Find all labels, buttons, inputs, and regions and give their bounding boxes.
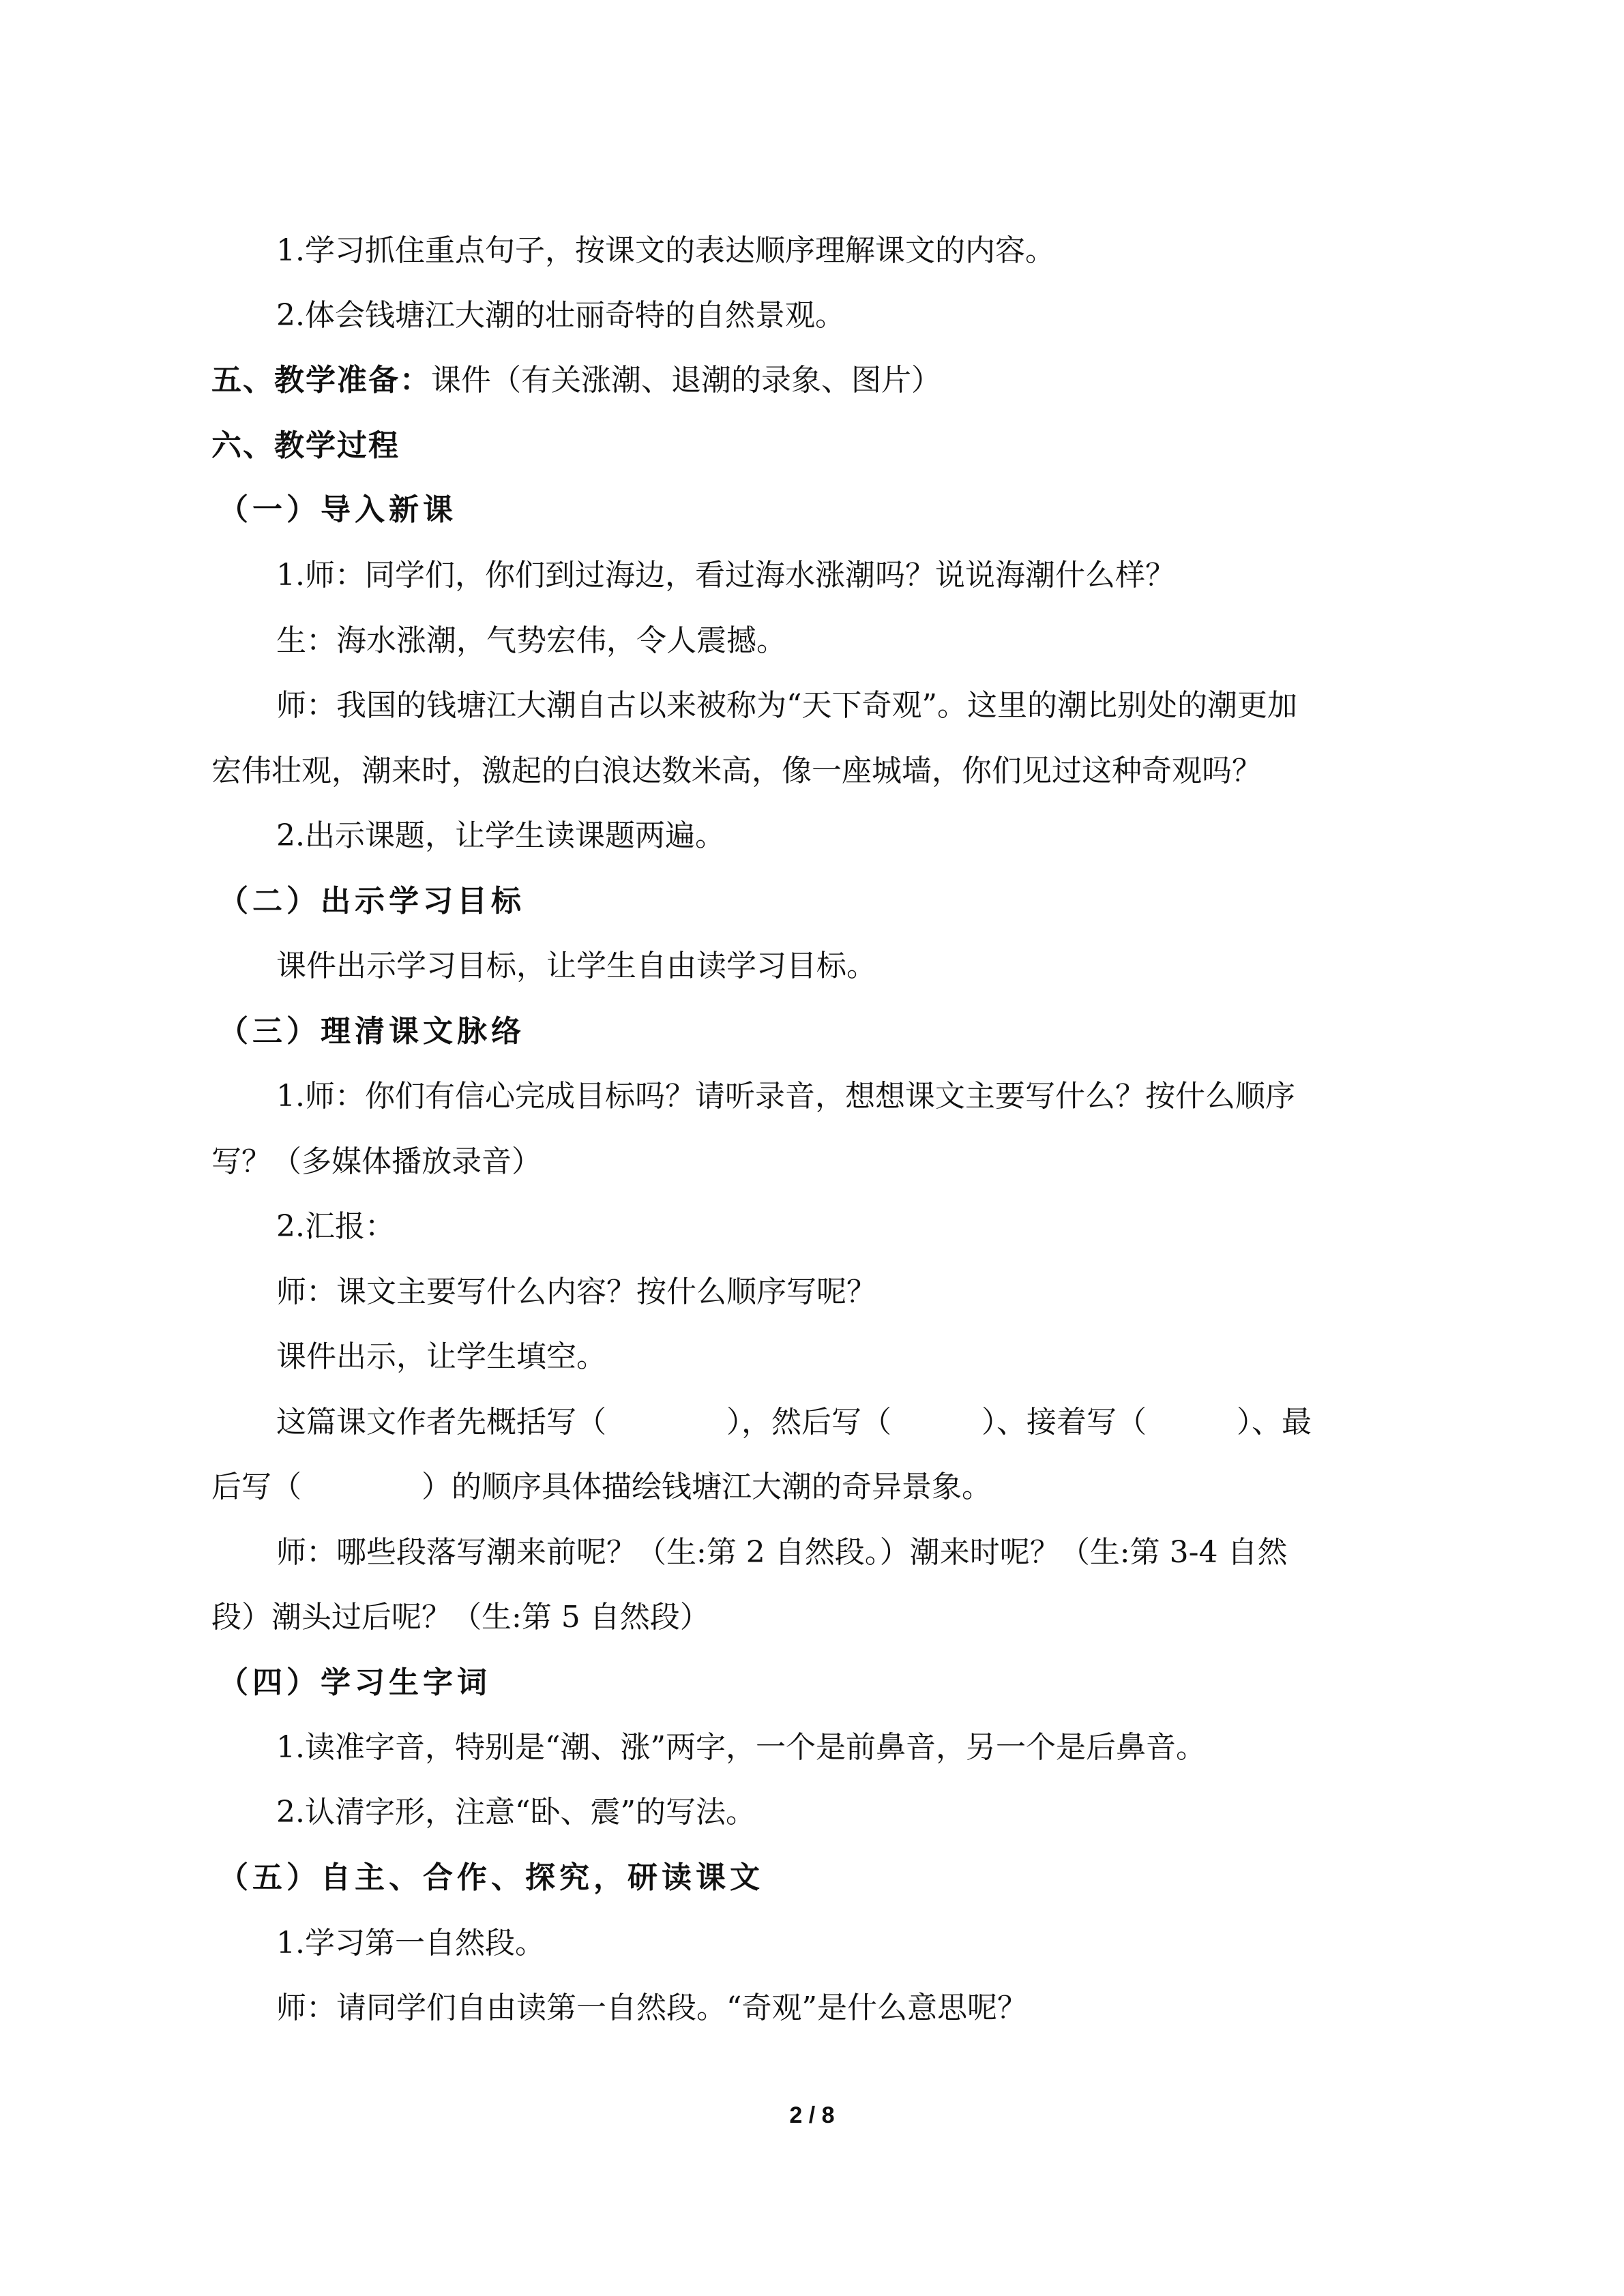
paragraph: 师：课文主要写什么内容？按什么顺序写呢？ (276, 1274, 876, 1309)
paragraph: 2.认清字形，注意“卧、震”的写法。 (276, 1795, 756, 1830)
section-heading-process: 六、教学过程 (211, 428, 400, 463)
section-heading-preparation-title: 五、教学准备： (211, 363, 431, 398)
paragraph: 1.学习第一自然段。 (276, 1926, 545, 1960)
fill-in-blank-continuation: 后写（ ）的顺序具体描绘钱塘江大潮的奇异景象。 (211, 1470, 992, 1504)
paragraph: 课件出示学习目标，让学生自由读学习目标。 (276, 949, 876, 983)
paragraph: 师：我国的钱塘江大潮自古以来被称为“天下奇观”。这里的潮比别处的潮更加 (276, 688, 1297, 723)
subheading-intro: （一）导入新课 (218, 492, 457, 527)
subheading-study: （五）自主、合作、探究，研读课文 (218, 1860, 764, 1895)
paragraph: 师：请同学们自由读第一自然段。“奇观”是什么意思呢？ (276, 1991, 1027, 2025)
paragraph: 2.汇报： (276, 1209, 395, 1244)
paragraph: 1.师：你们有信心完成目标吗？请听录音，想想课文主要写什么？按什么顺序 (276, 1079, 1295, 1114)
paragraph-continuation: 写？（多媒体播放录音） (211, 1144, 542, 1179)
preparation-text: 课件（有关涨潮、退潮的录象、图片） (431, 363, 941, 398)
objective-1: 1.学习抓住重点句子，按课文的表达顺序理解课文的内容。 (276, 233, 1055, 268)
paragraph: 生：海水涨潮，气势宏伟，令人震撼。 (276, 623, 786, 658)
subheading-objectives: （二）出示学习目标 (218, 884, 525, 919)
paragraph: 课件出示，让学生填空。 (276, 1339, 606, 1374)
paragraph-continuation: 段）潮头过后呢？（生:第 5 自然段） (211, 1600, 710, 1635)
paragraph: 1.读准字音，特别是“潮、涨”两字，一个是前鼻音，另一个是后鼻音。 (276, 1730, 1206, 1765)
paragraph-continuation: 宏伟壮观，潮来时，激起的白浪达数米高，像一座城墙，你们见过这种奇观吗？ (211, 754, 1262, 788)
subheading-vocabulary: （四）学习生字词 (218, 1665, 491, 1700)
paragraph: 师：哪些段落写潮来前呢？（生:第 2 自然段。）潮来时呢？（生:第 3-4 自然 (276, 1535, 1288, 1570)
paragraph: 1.师：同学们，你们到过海边，看过海水涨潮吗？说说海潮什么样？ (276, 558, 1175, 593)
paragraph: 2.出示课题，让学生读课题两遍。 (276, 818, 725, 853)
fill-in-blank: 这篇课文作者先概括写（ ），然后写（ ）、接着写（ ）、最 (276, 1405, 1312, 1440)
page-number: 2 / 8 (789, 2102, 835, 2128)
objective-2: 2.体会钱塘江大潮的壮丽奇特的自然景观。 (276, 298, 845, 333)
section-heading-preparation (0, 360, 1624, 401)
subheading-structure: （三）理清课文脉络 (218, 1014, 525, 1049)
